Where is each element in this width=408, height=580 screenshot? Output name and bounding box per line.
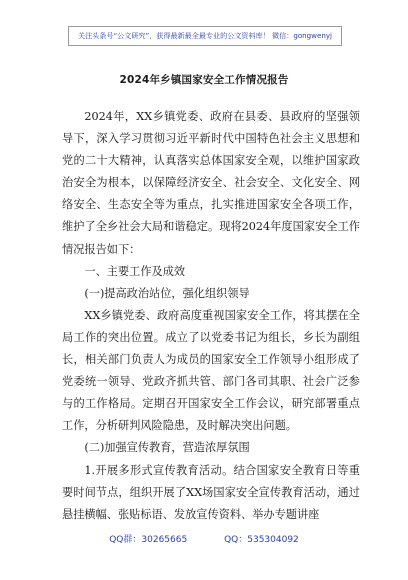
body-paragraph: XX乡镇党委、政府高度重视国家安全工作，将其摆在全局工作的突出位置。成立了以党委书记为组长，乡长为副组长，相关部门负责人为成员的国家安全工作领导小组形成了党委统一领导、党政齐抓共管、部门各司其职、社会广泛参与的工作格局。定期召开国家安全工作会议，研究部署重点工作，分析研判风险隐患，及时解决突出问题。	[62, 308, 360, 433]
document-title: 2024年乡镇国家安全工作情况报告	[119, 74, 289, 86]
footer-contact	[0, 532, 408, 545]
header-notice-text: 关注头条号“公文研究”，获得最新最全最专业的公文资料库！ 微信：gongwenyj	[78, 31, 332, 40]
header-notice-box	[68, 26, 342, 46]
section-heading: 一、主要工作及成效	[84, 264, 186, 278]
intro-paragraph: 2024年，XX乡镇党委、政府在县委、县政府的坚强领导下，深入学习贯彻习近平新时代中国特色社会主义思想和党的二十大精神，认真落实总体国家安全观，以维护国家政治安全为根本，以保障经济安全、社会安全、文化安全、网络安全、生态安全等为重点，扎实推进国家安全各项工作，维护了全乡社会大局和谐稳定。现将2024年度国家安全工作情况报告如下：	[62, 110, 360, 256]
document-body	[62, 106, 360, 526]
body-paragraph: 1.开展多形式宣传教育活动。结合国家安全教育日等重要时间节点，组织开展了XX场国家安全宣传教育活动，通过悬挂横幅、张贴标语、发放宣传资料、举办专题讲座	[62, 463, 360, 521]
footer-qq-number: QQ：535304092	[224, 535, 299, 545]
subsection-heading: (一)提高政治站位，强化组织领导	[84, 286, 250, 300]
subsection-heading: (二)加强宣传教育，营造浓厚氛围	[84, 441, 250, 455]
footer-qq-group: QQ群：30265665	[109, 535, 188, 545]
